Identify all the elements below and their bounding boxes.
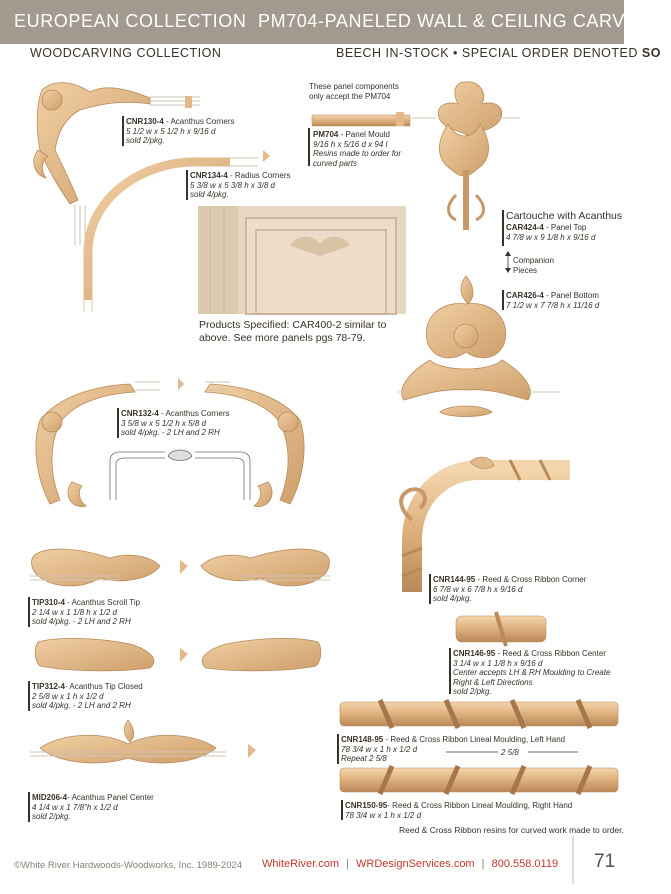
cnr150-label-bar (341, 800, 343, 820)
tip312-closed-tip-left (35, 638, 154, 670)
repeat-dimension-label: 2 5/8 (501, 748, 519, 757)
footer-links (262, 858, 558, 870)
car426-label-bar (502, 290, 504, 310)
cnr134-note: sold 4/pkg. (190, 190, 229, 199)
car426-name: - Panel Bottom (543, 291, 599, 300)
cnr132-label (121, 409, 230, 438)
car424-label (506, 210, 622, 242)
cnr150-dims: 78 3/4 w x 1 h x 1/2 d (345, 810, 422, 820)
tip312-label (32, 682, 143, 711)
mid206-label-bar (28, 792, 30, 822)
copyright: ©White River Hardwoods-Woodworks, Inc. 1989-2024 (14, 860, 243, 871)
pm704-label-bar (308, 128, 310, 166)
phone-number: 800.558.0119 (491, 858, 559, 870)
mid206-panel-center-carving (40, 720, 216, 763)
mid206-code: MID206-4 (32, 793, 68, 802)
cnr148-dims: 78 3/4 w x 1 h x 1/2 d (341, 744, 418, 754)
pm704-dims: 9/16 h x 5/16 d x 94 l (313, 139, 388, 149)
cnr148-note: Repeat 2 5/8 (341, 754, 387, 763)
cnr130-label-bar (122, 116, 124, 146)
footer-sep-1: | (346, 858, 349, 870)
special-order-code: SO (641, 46, 661, 60)
cnr132-corner-carving-right (205, 384, 304, 507)
tip310-dims: 2 1/4 w x 1 1/8 h x 1/2 d (32, 607, 117, 617)
mid206-name: - Acanthus Panel Center (67, 793, 154, 802)
car424-dims: 4 7/8 w x 9 1/8 h x 9/16 d (506, 232, 596, 242)
collection-title: EUROPEAN COLLECTION (14, 11, 247, 31)
products-specified-caption (199, 319, 386, 345)
tip312-dims: 2 5/8 w x 1 h x 1/2 d (32, 691, 104, 701)
cnr144-name: - Reed & Cross Ribbon Corner (475, 575, 587, 584)
cnr146-label (453, 649, 610, 697)
products-specified-line2: above. See more panels pgs 78-79. (199, 332, 366, 344)
tip312-code: TIP312-4 (32, 682, 65, 691)
cnr132-name: - Acanthus Corners (158, 409, 230, 418)
pm704-label (313, 130, 401, 168)
cnr148-lineal-moulding-carving (340, 700, 618, 728)
cnr134-dims: 5 3/8 w x 5 3/8 h x 3/8 d (190, 180, 275, 190)
pm704-note-line1: These panel components (309, 82, 399, 91)
tip312-name: - Acanthus Tip Closed (64, 682, 143, 691)
car424-code: CAR424-4 (506, 223, 544, 232)
pm704-note-line2: only accept the PM704 (309, 91, 391, 101)
mid206-note: sold 2/pkg. (32, 812, 71, 821)
collection-subtitle: WOODCARVING COLLECTION (30, 46, 222, 60)
cnr144-label-bar (429, 574, 431, 604)
cnr146-code: CNR146-95 (453, 649, 496, 658)
pm704-note1: Resins made to order for (313, 149, 402, 158)
cnr130-code: CNR130-4 (126, 117, 164, 126)
companion-pieces-label (513, 256, 554, 275)
cnr134-label-bar (186, 170, 188, 200)
cnr132-label-bar (117, 408, 119, 438)
cnr132-dims: 3 5/8 w x 5 1/2 h x 5/8 d (121, 418, 206, 428)
cnr144-note: sold 4/pkg. (433, 594, 472, 603)
cartouche-heading: Cartouche with Acanthus (506, 210, 623, 222)
cnr130-dims: 5 1/2 w x 5 1/2 h x 9/16 d (126, 126, 216, 136)
cnr144-code: CNR144-95 (433, 575, 476, 584)
tip310-label (32, 598, 140, 627)
tip310-code: TIP310-4 (32, 598, 65, 607)
car424-label-bar (502, 210, 504, 246)
cnr132-code: CNR132-4 (121, 409, 159, 418)
cnr134-name: - Radius Corners (227, 171, 291, 180)
cnr150-name: - Reed & Cross Ribbon Lineal Moulding, Right Hand (387, 801, 573, 810)
whiteriver-link[interactable]: WhiteRiver.com (262, 858, 340, 870)
cnr146-note2: Right & Left Directions (453, 677, 533, 687)
page-title: PM704-PANELED WALL & CEILING CARVINGS (258, 11, 671, 31)
companion-line1: Companion (513, 256, 554, 265)
products-specified-line1: Products Specified: CAR400-2 similar to (199, 319, 387, 331)
cnr146-note1: Center accepts LH & RH Moulding to Create (453, 668, 611, 677)
tip310-name: - Acanthus Scroll Tip (64, 598, 141, 607)
mid206-label (32, 793, 154, 822)
pm704-name: - Panel Mould (338, 130, 390, 139)
car424-name: - Panel Top (543, 223, 587, 232)
page-number: 71 (594, 851, 616, 872)
cnr150-lineal-moulding-carving (340, 766, 618, 794)
tip312-note: sold 4/pkg. - 2 LH and 2 RH (32, 701, 131, 710)
cnr150-label (345, 801, 572, 820)
tip312-closed-tip-right (202, 638, 321, 670)
cnr146-label-bar (449, 648, 451, 694)
car426-label (506, 291, 599, 310)
car426-dims: 7 1/2 w x 7 7/8 h x 11/16 d (506, 300, 600, 310)
cnr144-dims: 6 7/8 w x 6 7/8 h x 9/16 d (433, 584, 523, 594)
pm704-code: PM704 (313, 130, 339, 139)
cnr146-note3: sold 2/pkg. (453, 687, 492, 696)
mid206-dims: 4 1/4 w x 1 7/8"h x 1/2 d (32, 802, 118, 812)
cnr148-label-bar (337, 734, 339, 764)
cnr146-name: - Reed & Cross Ribbon Center (495, 649, 606, 658)
cnr148-label (341, 735, 565, 764)
cnr148-code: CNR148-95 (341, 735, 384, 744)
cnr134-code: CNR134-4 (190, 171, 228, 180)
car426-code: CAR426-4 (506, 291, 544, 300)
tip312-label-bar (28, 681, 30, 711)
paneled-wall-photo (198, 206, 406, 314)
cnr132-layout-diagram (110, 450, 250, 500)
pm704-note2: curved parts (313, 158, 358, 168)
cnr130-name: - Acanthus Corners (163, 117, 235, 126)
cnr144-label (433, 575, 586, 604)
cnr150-code: CNR150-95 (345, 801, 388, 810)
cnr130-label (126, 117, 235, 146)
cnr146-dims: 3 1/4 w x 1 1/8 h x 9/16 d (453, 658, 543, 668)
tip310-note: sold 4/pkg. - 2 LH and 2 RH (32, 617, 131, 626)
resin-note: Reed & Cross Ribbon resins for curved work made to order. (399, 825, 624, 835)
pm704-moulding-swatch (312, 115, 410, 126)
wrdesign-link[interactable]: WRDesignServices.com (356, 858, 475, 870)
tip310-label-bar (28, 597, 30, 627)
stock-note-main: BEECH IN-STOCK • SPECIAL ORDER DENOTED (336, 46, 638, 60)
cnr144-reed-ribbon-corner-carving (401, 457, 570, 592)
cnr130-profile (185, 96, 192, 108)
companion-line2: Pieces (513, 265, 538, 275)
cnr132-note: sold 4/pkg. - 2 LH and 2 RH (121, 428, 220, 437)
cnr146-ribbon-center-carving (456, 612, 546, 646)
cnr148-name: - Reed & Cross Ribbon Lineal Moulding, Left Hand (383, 735, 566, 744)
cnr130-note: sold 2/pkg. (126, 136, 165, 145)
cnr132-corner-carving-left (36, 384, 135, 507)
cnr134-label (190, 171, 290, 200)
pm704-note (309, 82, 399, 101)
footer-sep-2: | (481, 858, 485, 870)
